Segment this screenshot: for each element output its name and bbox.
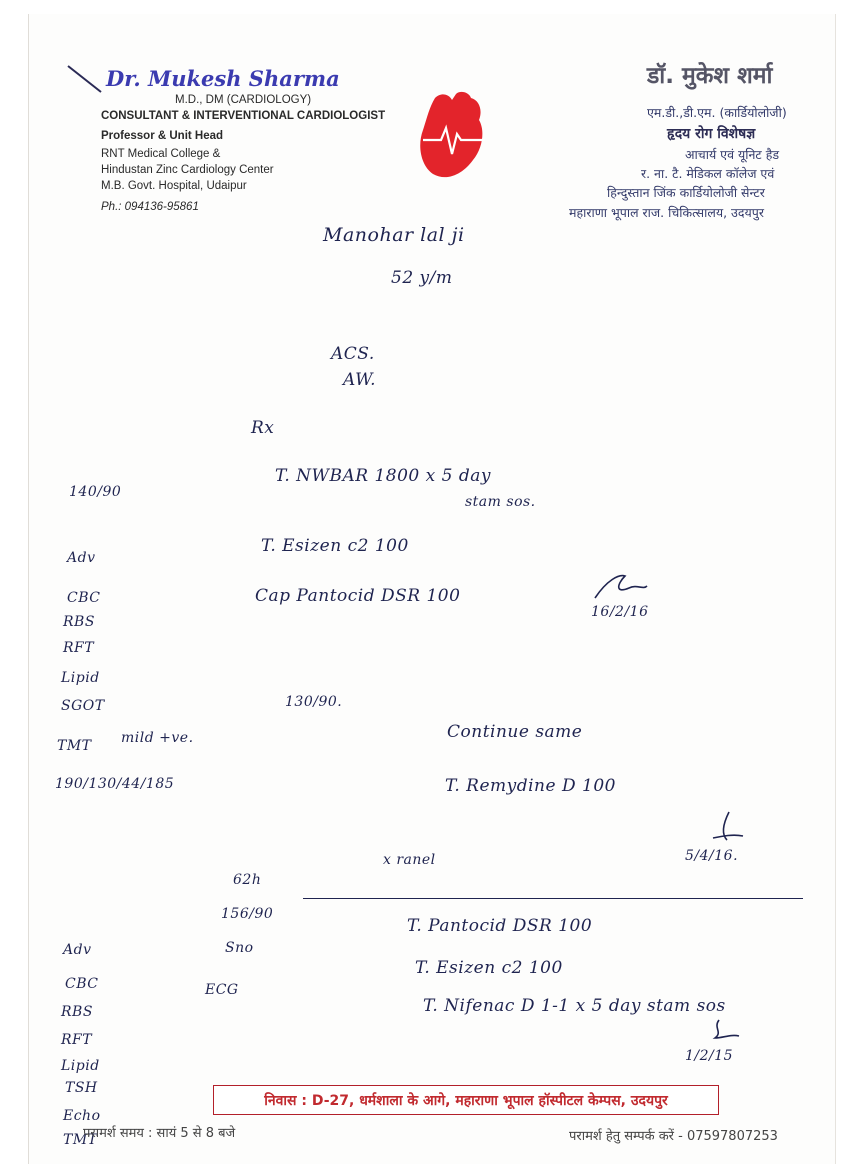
date-3: 1/2/15 <box>685 1048 734 1064</box>
rx-line-7: T. Nifenac D 1-1 x 5 day stam sos <box>423 996 726 1016</box>
bp-reading-1: 140/90 <box>69 484 122 500</box>
signature-1 <box>589 570 649 604</box>
vital-bp: 156/90 <box>221 906 274 922</box>
vital-sno: Sno <box>225 940 254 956</box>
rx-line-1b: stam sos. <box>465 494 536 510</box>
adv1-sgot: SGOT <box>61 698 105 714</box>
ecg-label: ECG <box>205 982 239 998</box>
prescription-page <box>28 14 836 1164</box>
lab-values: 190/130/44/185 <box>55 776 175 792</box>
position-hi: आचार्य एवं यूनिट हैड <box>685 147 780 162</box>
adv2-tmt: TMT <box>63 1132 98 1148</box>
title-en: CONSULTANT & INTERVENTIONAL CARDIOLOGIST <box>101 110 386 122</box>
vital-pulse: 62h <box>233 872 262 888</box>
date-1: 16/2/16 <box>591 604 649 620</box>
degree-hi: एम.डी.,डी.एम. (कार्डियोलोजी) <box>647 105 787 120</box>
tmt-label: TMT <box>57 738 92 754</box>
tmt-result: mild +ve. <box>121 730 194 746</box>
consultation-timing: परामर्श समय : सायं 5 से 8 बजे <box>83 1126 236 1141</box>
bp-reading-2: 130/90. <box>285 694 343 710</box>
heart-ecg-logo <box>419 90 489 182</box>
adv2-adv: Adv <box>63 942 92 958</box>
address-box: निवास : D-27, धर्मशाला के आगे, महाराणा भूपाल हॉस्पीटल केम्पस, उदयपुर <box>213 1085 719 1115</box>
adv2-echo: Echo <box>63 1108 101 1124</box>
institution-hi-1: र. ना. टै. मेडिकल कॉलेज एवं <box>641 166 775 181</box>
rx-line-3: Cap Pantocid DSR 100 <box>255 586 461 606</box>
rx-line-2: T. Esizen c2 100 <box>261 536 409 556</box>
adv2-cbc: CBC <box>65 976 99 992</box>
doctor-name-hi: डॉ. मुकेश शर्मा <box>647 63 773 89</box>
note-acs: ACS. <box>331 344 375 364</box>
patient-name: Manohar lal ji <box>323 224 465 246</box>
pen-stroke-mark <box>65 62 105 98</box>
adv1-adv: Adv <box>67 550 96 566</box>
position-en: Professor & Unit Head <box>101 130 224 142</box>
rx-line-4: T. Remydine D 100 <box>445 776 616 796</box>
institution-line-1: RNT Medical College & <box>101 148 221 160</box>
institution-hi-2: हिन्दुस्तान जिंक कार्डियोलोजी सेन्टर <box>607 185 765 200</box>
adv1-cbc: CBC <box>67 590 101 606</box>
rx-line-5: T. Pantocid DSR 100 <box>407 916 593 936</box>
adv2-rft: RFT <box>61 1032 93 1048</box>
institution-hi-3: महाराणा भूपाल राज. चिकित्सालय, उदयपुर <box>569 205 764 220</box>
rx-line-6: T. Esizen c2 100 <box>415 958 563 978</box>
continue-note: Continue same <box>447 722 583 742</box>
rx-symbol: Rx <box>251 418 275 438</box>
signature-3 <box>705 1018 745 1048</box>
adv1-lipid: Lipid <box>61 670 100 686</box>
adv1-rft: RFT <box>63 640 95 656</box>
doctor-name-en: Dr. Mukesh Sharma <box>106 66 340 91</box>
phone-number: Ph.: 094136-95861 <box>101 201 199 213</box>
x-note: x ranel <box>383 852 436 868</box>
adv2-rbs: RBS <box>61 1004 93 1020</box>
date-2: 5/4/16. <box>685 848 739 864</box>
adv2-tsh: TSH <box>65 1080 98 1096</box>
adv1-rbs: RBS <box>63 614 95 630</box>
institution-line-3: M.B. Govt. Hospital, Udaipur <box>101 180 247 192</box>
signature-2 <box>709 810 749 846</box>
note-aw: AW. <box>343 370 376 390</box>
specialty-hi: हृदय रोग विशेषज्ञ <box>667 126 756 142</box>
contact-number: परामर्श हेतु सम्पर्क करें - 07597807253 <box>569 1129 778 1144</box>
divider-line <box>303 898 803 899</box>
degree-en: M.D., DM (CARDIOLOGY) <box>175 94 312 106</box>
institution-line-2: Hindustan Zinc Cardiology Center <box>101 164 274 176</box>
patient-age: 52 y/m <box>391 268 453 288</box>
adv2-lipid: Lipid <box>61 1058 100 1074</box>
rx-line-1: T. NWBAR 1800 x 5 day <box>275 466 491 486</box>
